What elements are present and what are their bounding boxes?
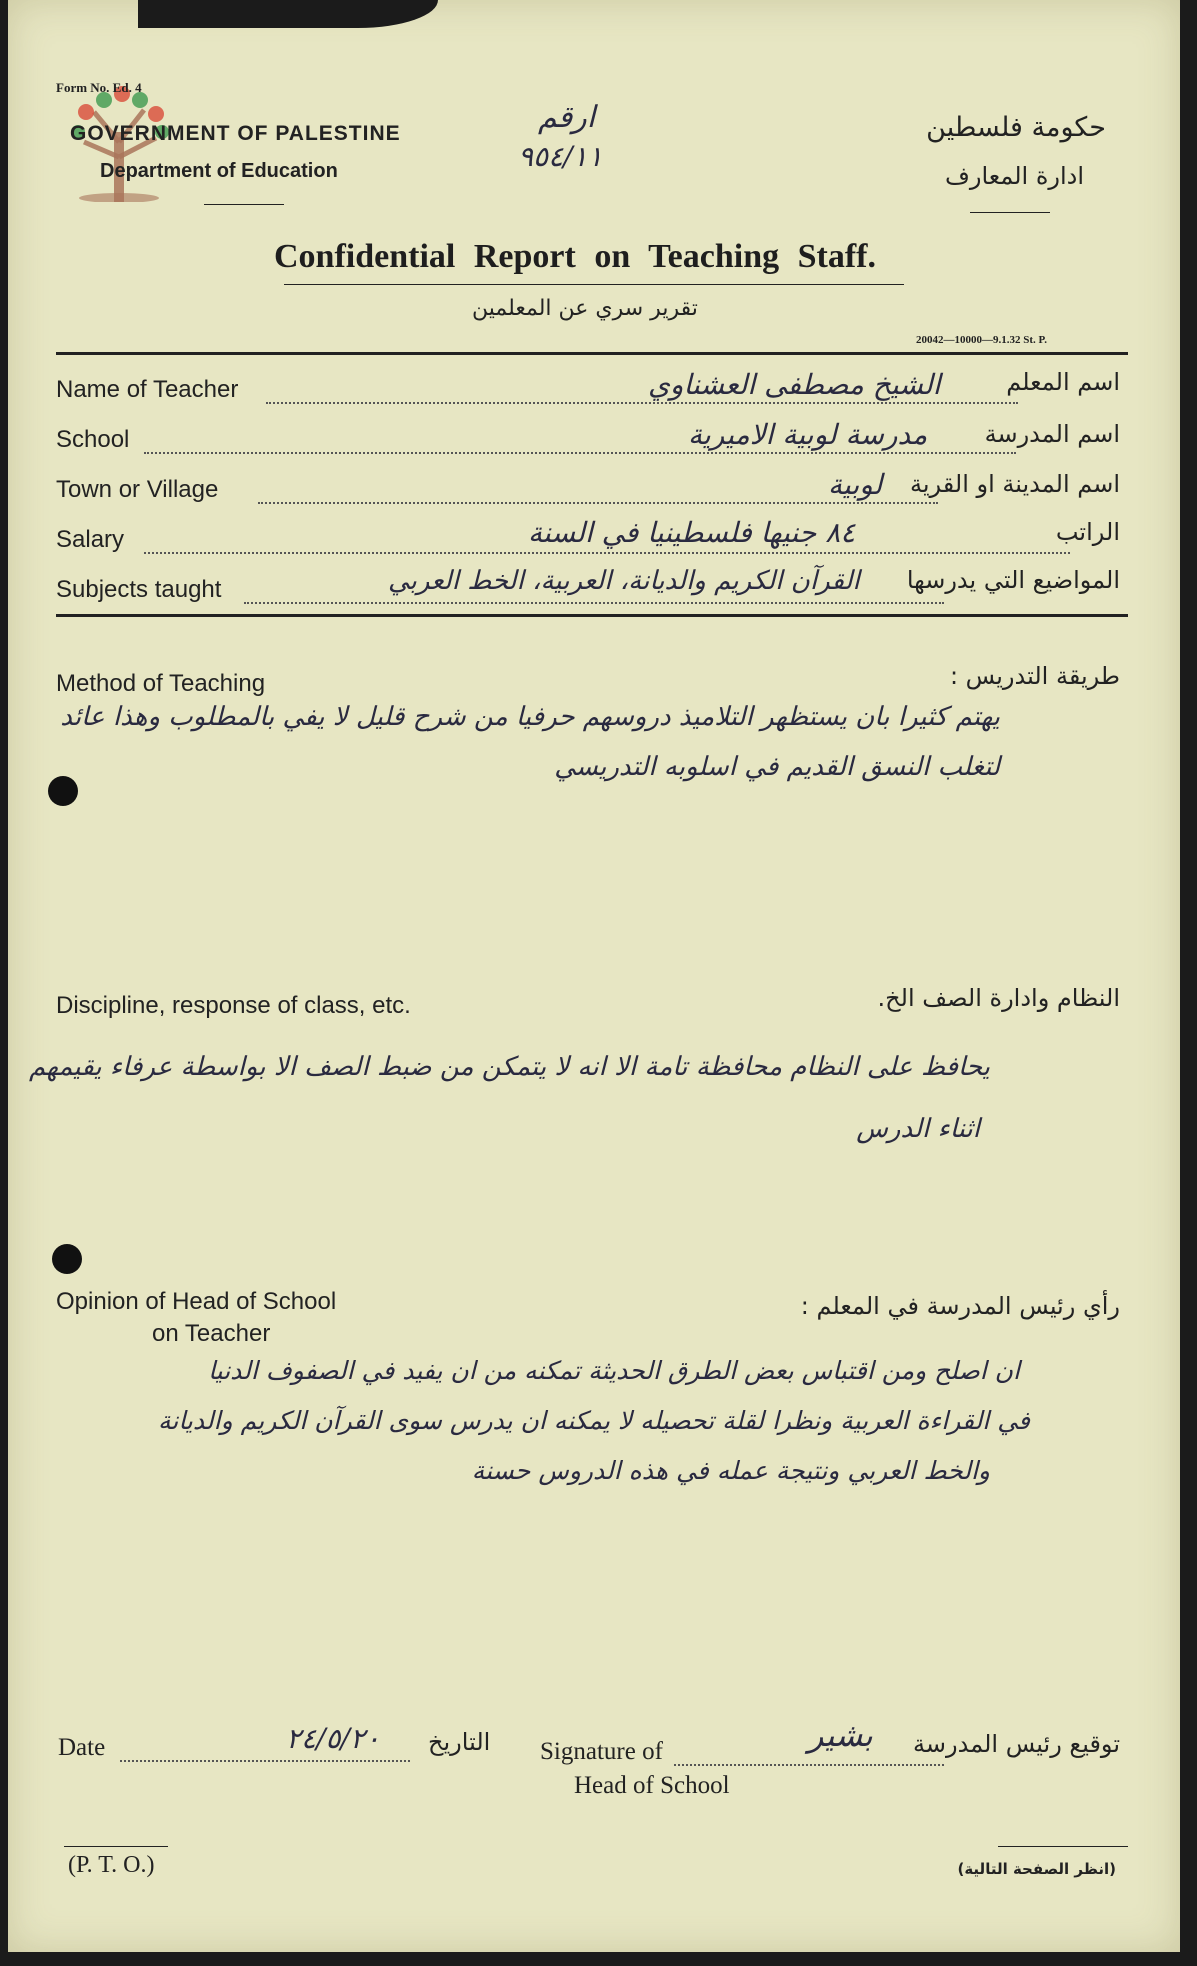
scan-edge <box>138 0 438 28</box>
date-dots <box>120 1760 410 1762</box>
pto-rule <box>64 1846 168 1847</box>
signature-dots <box>674 1764 944 1766</box>
discipline-line-2: اثناء الدرس <box>856 1114 980 1144</box>
salary-value: ٨٤ جنيها فلسطينيا في السنة <box>528 516 856 549</box>
punch-hole-2 <box>52 1244 82 1274</box>
fields-bottom-rule <box>56 614 1128 617</box>
method-label: Method of Teaching <box>56 670 266 697</box>
school-value: مدرسة لوبية الاميرية <box>688 418 928 451</box>
pto-en: (P. T. O.) <box>68 1852 155 1878</box>
salary-label-ar: الراتب <box>1055 518 1120 546</box>
form-number: Form No. Ed. 4 <box>56 80 142 95</box>
pto-ar-rule <box>998 1846 1128 1847</box>
document-page <box>8 0 1180 1952</box>
date-label-ar: التاريخ <box>428 1728 491 1756</box>
opinion-label-1: Opinion of Head of School <box>56 1288 337 1315</box>
salary-dots <box>144 552 1070 554</box>
teacher-name-label: Name of Teacher <box>56 376 239 403</box>
discipline-line-1: يحافظ على النظام محافظة تامة الا انه لا يتمكن من ضبط الصف الا بواسطة عرفاء يقيمهم <box>29 1052 990 1082</box>
date-label: Date <box>58 1734 106 1761</box>
school-label: School <box>56 426 130 453</box>
report-title-ar: تقرير سري عن المعلمين <box>472 296 698 321</box>
town-label: Town or Village <box>56 476 219 503</box>
opinion-line-1: ان اصلح ومن اقتباس بعض الطرق الحديثة تمكنه من ان يفيد في الصفوف الدنيا <box>208 1356 1020 1385</box>
department-en: Department of Education <box>100 160 338 182</box>
date-value: ٢٤/٥/٢٠ <box>286 1722 381 1755</box>
method-line-1: يهتم كثيرا بان يستظهر التلاميذ دروسهم حرفيا من شرح قليل لا يفي بالمطلوب وهذا عائد <box>60 702 1000 732</box>
opinion-label-2: on Teacher <box>152 1320 271 1347</box>
punch-hole-1 <box>48 776 78 806</box>
school-label-ar: اسم المدرسة <box>984 420 1120 448</box>
subjects-label: Subjects taught <box>56 576 222 603</box>
header-rule-left <box>204 204 284 205</box>
header-rule-right <box>970 212 1050 213</box>
teacher-name-label-ar: اسم المعلم <box>1006 368 1120 396</box>
salary-label: Salary <box>56 526 125 553</box>
title-underline <box>284 284 904 285</box>
signature-label-2: Head of School <box>574 1772 730 1799</box>
school-dots <box>144 452 1016 454</box>
top-rule <box>56 352 1128 355</box>
teacher-name-dots <box>266 402 1018 404</box>
reference-note-1: ارقم <box>538 100 596 135</box>
teacher-name-value: الشيخ مصطفى العشناوي <box>648 368 941 401</box>
government-ar: حكومة فلسطين <box>926 112 1106 143</box>
reference-note-2: ٩٥٤/١١ <box>518 140 603 173</box>
opinion-line-2: في القراءة العربية ونظرا لقلة تحصيله لا يمكنه ان يدرس سوى القرآن الكريم والديانة <box>157 1406 1030 1435</box>
print-code: 20042—10000—9.1.32 St. P. <box>916 334 1047 346</box>
department-ar: ادارة المعارف <box>944 162 1084 190</box>
town-dots <box>258 502 938 504</box>
discipline-label-ar: النظام وادارة الصف الخ. <box>877 984 1120 1012</box>
method-label-ar: طريقة التدريس : <box>949 662 1120 690</box>
signature-label-1: Signature of <box>540 1738 663 1765</box>
discipline-label: Discipline, response of class, etc. <box>56 992 411 1019</box>
opinion-line-3: والخط العربي ونتيجة عمله في هذه الدروس حسنة <box>471 1456 990 1485</box>
town-value: لوبية <box>828 468 883 501</box>
subjects-label-ar: المواضيع التي يدرسها <box>906 566 1120 594</box>
signature-label-ar: توقيع رئيس المدرسة <box>913 1730 1120 1758</box>
opinion-label-ar: رأي رئيس المدرسة في المعلم : <box>800 1292 1120 1320</box>
subjects-dots <box>244 602 944 604</box>
signature-value: بشير <box>808 1716 873 1754</box>
town-label-ar: اسم المدينة او القرية <box>909 470 1120 498</box>
pto-ar: (انظر الصفحة التالية) <box>957 1860 1116 1878</box>
report-title-en: Confidential Report on Teaching Staff. <box>274 238 876 275</box>
method-line-2: لتغلب النسق القديم في اسلوبه التدريسي <box>554 752 1000 782</box>
government-en: GOVERNMENT OF PALESTINE <box>70 122 401 145</box>
subjects-value: القرآن الكريم والديانة، العربية، الخط العربي <box>388 566 860 596</box>
